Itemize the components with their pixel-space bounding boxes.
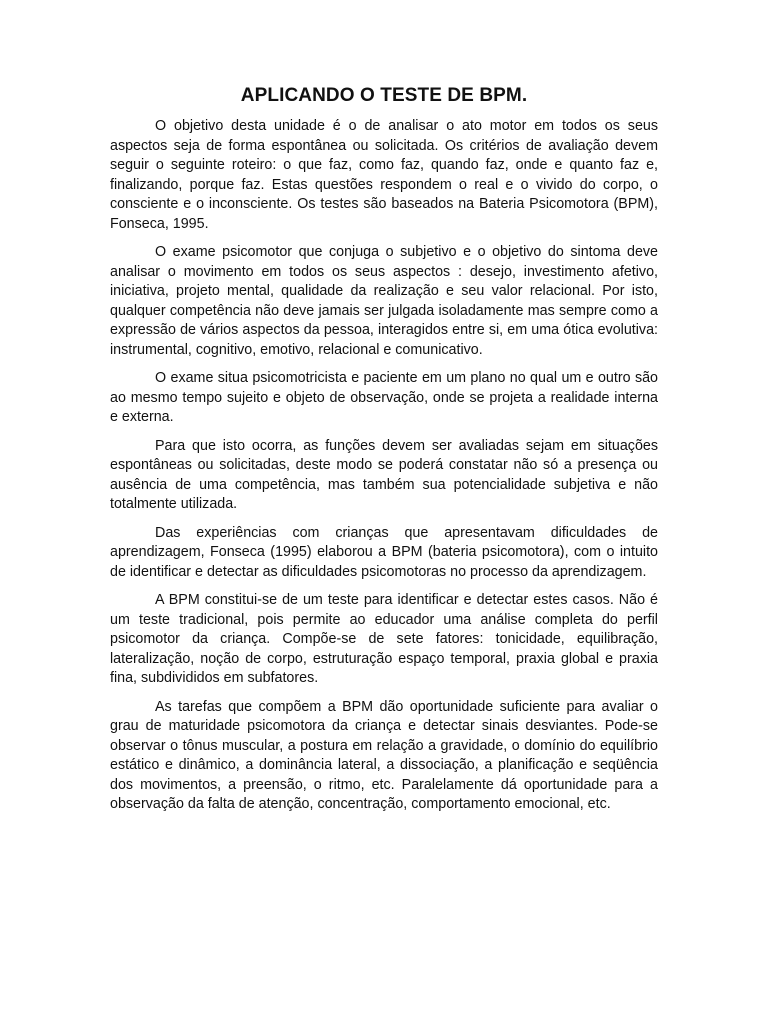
paragraph-bpm-factors: A BPM constitui-se de um teste para identificar e detectar estes casos. Não é um teste tradicional, pois permite ao educador uma análise completa do perfil psicomotor da criança. Compõe-se de sete fatores: tonicidade, equilibração, lateralização, noção de corpo, estruturação espaço temporal, praxia global e praxia fina, subdivididos em subfatores. [110, 592, 658, 686]
paragraph-functions-evaluation: Para que isto ocorra, as funções devem ser avaliadas sejam em situações espontâneas ou solicitadas, deste modo se poderá constatar não só a presença ou ausência de uma competência, mas também sua potencialidade subjetiva e não totalmente utilizada. [110, 437, 658, 512]
paragraph-objective: O objetivo desta unidade é o de analisar o ato motor em todos os seus aspectos seja de forma espontânea ou solicitada. Os critérios de avaliação devem seguir o seguinte roteiro: o que faz, como faz, quando faz, onde e quanto faz e, finalizando, porque faz. Estas questões respondem o real e o vivido do corpo, o consciente e o inconsciente. Os testes são baseados na Bateria Psicomotora (BPM), Fonseca, 1995. [110, 118, 658, 232]
paragraph-psychomotor-exam: O exame psicomotor que conjuga o subjetivo e o objetivo do sintoma deve analisar o movimento em todos os seus aspectos : desejo, investimento afetivo, iniciativa, projeto mental, qualidade da realização e seu valor relacional. Por isto, qualquer competência não deve jamais ser julgada isoladamente mas sempre como a expressão de vários aspectos da pessoa, interagidos entre si, em uma ótica evolutiva: instrumental, cognitivo, emotivo, relacional e comunicativo. [110, 244, 658, 358]
document-page [110, 84, 658, 824]
paragraph-observation-plane: O exame situa psicomotricista e paciente em um plano no qual um e outro são ao mesmo tempo sujeito e objeto de observação, onde se projeta a realidade interna e externa. [110, 370, 658, 425]
paragraph-bpm-origin: Das experiências com crianças que apresentavam dificuldades de aprendizagem, Fonseca (1995) elaborou a BPM (bateria psicomotora), com o intuito de identificar e detectar as dificuldades psicomotoras no processo da aprendizagem. [110, 524, 658, 580]
document-title: APLICANDO O TESTE DE BPM. [240, 85, 528, 106]
paragraph-bpm-tasks: As tarefas que compõem a BPM dão oportunidade suficiente para avaliar o grau de maturidade psicomotora da criança e detectar sinais desviantes. Pode-se observar o tônus muscular, a postura em relação a gravidade, o domínio do equilíbrio estático e dinâmico, a dominância lateral, a dissociação, a planificação e seqüência dos movimentos, a preensão, o ritmo, etc. Paralelamente dá oportunidade para a observação da falta de atenção, concentração, comportamento emocional, etc. [110, 698, 658, 812]
